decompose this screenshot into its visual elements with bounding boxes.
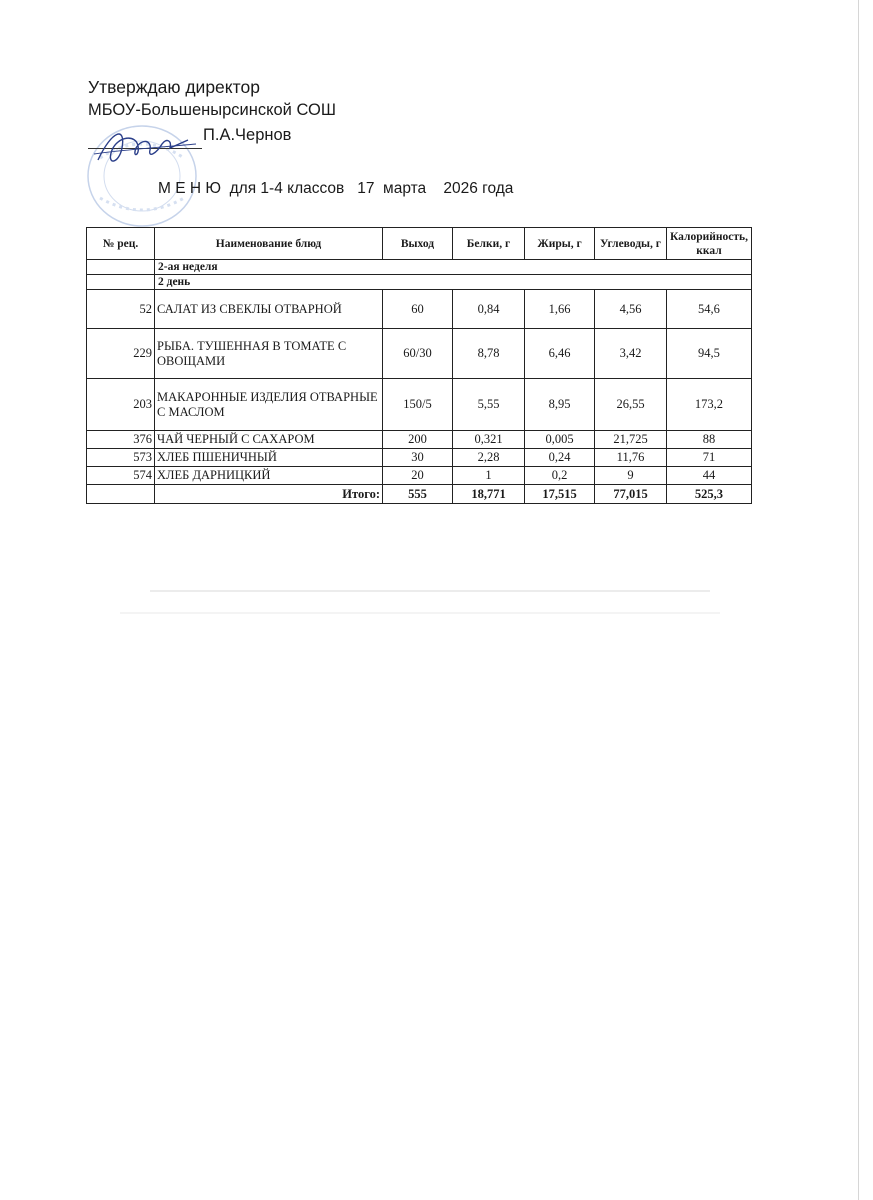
total-protein: 18,771 (453, 485, 525, 504)
cell-protein: 2,28 (453, 449, 525, 467)
total-label: Итого: (155, 485, 383, 504)
scan-artifact (120, 612, 720, 614)
scan-artifact (150, 590, 710, 592)
cell-fat: 1,66 (525, 290, 595, 329)
day-row (87, 275, 752, 290)
header-rec: № рец. (87, 228, 155, 260)
cell-name: МАКАРОННЫЕ ИЗДЕЛИЯ ОТВАРНЫЕ С МАСЛОМ (155, 379, 383, 431)
cell-fat: 0,24 (525, 449, 595, 467)
header-yield: Выход (383, 228, 453, 260)
cell-rec: 52 (87, 290, 155, 329)
total-row (87, 485, 752, 504)
cell-name: САЛАТ ИЗ СВЕКЛЫ ОТВАРНОЙ (155, 290, 383, 329)
header-carbs: Углеводы, г (595, 228, 667, 260)
cell-kcal: 94,5 (667, 329, 752, 379)
cell-rec: 574 (87, 467, 155, 485)
signer-name: П.А.Чернов (203, 126, 292, 144)
cell-yield: 150/5 (383, 379, 453, 431)
cell-yield: 60/30 (383, 329, 453, 379)
signature-icon (92, 120, 202, 178)
cell-carbs: 9 (595, 467, 667, 485)
menu-table (86, 227, 752, 504)
total-fat: 17,515 (525, 485, 595, 504)
week-label: 2-ая неделя (155, 260, 752, 275)
day-label: 2 день (155, 275, 752, 290)
header-kcal: Калорийность, ккал (667, 228, 752, 260)
cell-kcal: 173,2 (667, 379, 752, 431)
total-kcal: 525,3 (667, 485, 752, 504)
table-row (87, 449, 752, 467)
header-fat: Жиры, г (525, 228, 595, 260)
cell-carbs: 11,76 (595, 449, 667, 467)
cell-yield: 60 (383, 290, 453, 329)
week-row (87, 260, 752, 275)
cell-carbs: 4,56 (595, 290, 667, 329)
cell-yield: 20 (383, 467, 453, 485)
cell-rec: 376 (87, 431, 155, 449)
cell-carbs: 3,42 (595, 329, 667, 379)
table-row (87, 329, 752, 379)
cell-rec: 203 (87, 379, 155, 431)
cell-fat: 6,46 (525, 329, 595, 379)
cell-fat: 0,2 (525, 467, 595, 485)
total-carbs: 77,015 (595, 485, 667, 504)
cell-protein: 1 (453, 467, 525, 485)
cell-protein: 0,321 (453, 431, 525, 449)
header-protein: Белки, г (453, 228, 525, 260)
scan-edge (858, 0, 859, 1200)
table-header-row (87, 228, 752, 260)
cell-name: ЧАЙ ЧЕРНЫЙ С САХАРОМ (155, 431, 383, 449)
total-yield: 555 (383, 485, 453, 504)
menu-table-wrap (86, 227, 752, 504)
header-name: Наименование блюд (155, 228, 383, 260)
table-row (87, 431, 752, 449)
cell-kcal: 88 (667, 431, 752, 449)
approval-block (88, 76, 336, 122)
cell-rec: 573 (87, 449, 155, 467)
cell-name: ХЛЕБ ПШЕНИЧНЫЙ (155, 449, 383, 467)
cell-fat: 8,95 (525, 379, 595, 431)
table-row (87, 379, 752, 431)
cell-protein: 5,55 (453, 379, 525, 431)
table-row (87, 467, 752, 485)
cell-rec: 229 (87, 329, 155, 379)
cell-yield: 30 (383, 449, 453, 467)
approval-title: Утверждаю директор (88, 77, 260, 97)
cell-name: ХЛЕБ ДАРНИЦКИЙ (155, 467, 383, 485)
menu-title: М Е Н Ю для 1-4 классов 17 марта 2026 года (158, 180, 514, 197)
cell-yield: 200 (383, 431, 453, 449)
cell-carbs: 26,55 (595, 379, 667, 431)
school-name: МБОУ-Большенырсинской СОШ (88, 101, 336, 119)
cell-kcal: 44 (667, 467, 752, 485)
cell-protein: 8,78 (453, 329, 525, 379)
cell-name: РЫБА. ТУШЕННАЯ В ТОМАТЕ С ОВОЩАМИ (155, 329, 383, 379)
table-row (87, 290, 752, 329)
cell-fat: 0,005 (525, 431, 595, 449)
cell-carbs: 21,725 (595, 431, 667, 449)
cell-kcal: 71 (667, 449, 752, 467)
cell-kcal: 54,6 (667, 290, 752, 329)
cell-protein: 0,84 (453, 290, 525, 329)
